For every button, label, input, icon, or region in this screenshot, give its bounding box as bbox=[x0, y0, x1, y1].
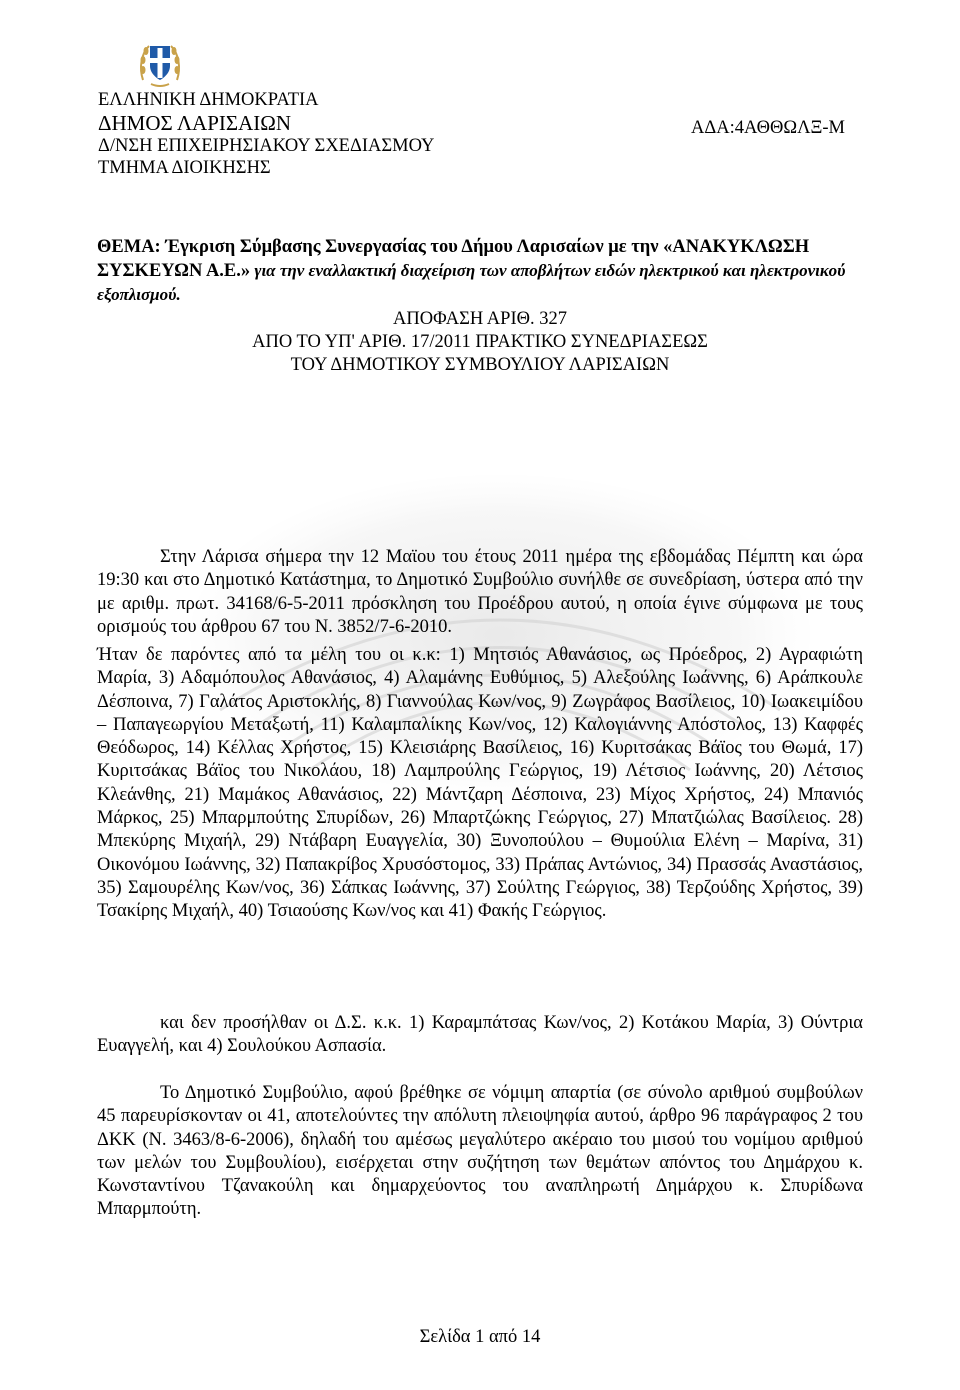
greek-emblem-icon bbox=[137, 40, 183, 88]
absent-members-paragraph: και δεν προσήλθαν οι Δ.Σ. κ.κ. 1) Καραμπάτσας Κων/νος, 2) Κοτάκου Μαρία, 3) Ούντρια Ευαγγελή, και 4) Σουλούκου Ασπασία. bbox=[97, 1013, 863, 1057]
meeting-paragraph: Στην Λάρισα σήμερα την 12 Μαϊου του έτους 2011 ημέρα της εβδομάδας Πέμπτη και ώρα 19:30 και στο Δημοτικό Κατάστημα, το Δημοτικό Συμβούλιο συνήλθε σε συνεδρίαση, ύστερα από την με αριθμ. πρωτ. 34168/6-5-2011 πρόσκληση του Προέδρου αυτού, η οποία έγινε σύμφωνα με τους ορισμούς του άρθρου 67 του Ν. 3852/7-6-2010. bbox=[97, 547, 863, 637]
header-municipality: ΔΗΜΟΣ ΛΑΡΙΣΑΙΩΝ bbox=[98, 111, 292, 135]
page-number: Σελίδα 1 από 14 bbox=[419, 1327, 541, 1347]
quorum-paragraph: Το Δημοτικό Συμβούλιο, αφού βρέθηκε σε νόμιμη απαρτία (σε σύνολο αριθμού συμβούλων 45 παρευρίσκονταν οι 41, αποτελούντες την απόλυτη πλειοψηφία αυτού, άρθρο 96 παράγραφος 2 του ΔΚΚ (Ν. 3463/8-6-2006), δηλαδή του αμέσως μεγαλύτερο ακέραιο του μισού του νομίμου αριθμού των μελών του Συμβουλίου), εισέρχεται στην συζήτηση των θεμάτων απόντος του Δημάρχου κ. Κωνσταντίνου Τζανακούλη και δημαρχεύοντος του αναπληρωτή Δημάρχου κ. Σπυρίδωνα Μπαρμπούτη. bbox=[97, 1083, 863, 1220]
minutes-title: ΑΠΟ ΤΟ ΥΠ' ΑΡΙΘ. 17/2011 ΠΡΑΚΤΙΚΟ ΣΥΝΕΔΡΙΑΣΕΩΣ bbox=[252, 332, 708, 352]
header-department: ΤΜΗΜΑ ΔΙΟΙΚΗΣΗΣ bbox=[98, 158, 271, 178]
subject-lead: ΘΕΜΑ: Έγκριση Σύμβασης Συνεργασίας του Δήμου Λαρισαίων με την «ΑΝΑΚΥΚΛΩΣΗ ΣΥΣΚΕΥΩΝ Α.Ε.» bbox=[97, 237, 810, 281]
subject bbox=[97, 236, 863, 307]
header-directorate: Δ/ΝΣΗ ΕΠΙΧΕΙΡΗΣΙΑΚΟΥ ΣΧΕΔΙΑΣΜΟΥ bbox=[98, 136, 435, 156]
council-title: ΤΟΥ ΔΗΜΟΤΙΚΟΥ ΣΥΜΒΟΥΛΙΟΥ ΛΑΡΙΣΑΙΩΝ bbox=[290, 355, 670, 375]
header-republic: ΕΛΛΗΝΙΚΗ ΔΗΜΟΚΡΑΤΙΑ bbox=[98, 90, 319, 110]
ada-code: ΑΔΑ:4ΑΘΘΩΛΞ-Μ bbox=[691, 118, 845, 138]
subject-rest: για την εναλλακτική διαχείριση των αποβλήτων ειδών ηλεκτρικού και ηλεκτρονικού εξοπλισμού. bbox=[97, 261, 846, 304]
decision-title: ΑΠΟΦΑΣΗ ΑΡΙΘ. 327 bbox=[393, 309, 567, 329]
issuer-header bbox=[98, 89, 434, 179]
present-members-paragraph: Ήταν δε παρόντες από τα μέλη του οι κ.κ: 1) Μητσιός Αθανάσιος, ως Πρόεδρος, 2) Αγραφιώτη Μαρία, 3) Αδαμόπουλος Αθανάσιος, 4) Αλαμάνης Ευθύμιος, 5) Αλεξούλης Ιωάννης, 6) Αράπκουλε Δέσποινα, 7) Γαλάτος Αριστοκλής, 8) Γιαννούλας Κων/νος, 9) Ζωγράφος Βασίλειος, 10) Ιωακειμίδου – Παπαγεωργίου Μεταξωτή, 11) Καλαμπαλίκης Κων/νος, 12) Καλογιάννης Απόστολος, 13) Καφφές Θεόδωρος, 14) Κέλλας Χρήστος, 15) Κλεισιάρης Βασίλειος, 16) Κυριτσάκας Βάϊος του Θωμά, 17) Κυριτσάκας Βάϊος του Νικολάου, 18) Λαμπρούλης Γεώργιος, 19) Λέτσιος Ιωάννης, 20) Λέτσιος Κλεάνθης, 21) Μαμάκος Αθανάσιος, 22) Μάντζαρη Δέσποινα, 23) Μίχος Χρήστος, 24) Μπανιός Μάρκος, 25) Μπαρμπούτης Σπυρίδων, 26) Μπαρτζώκης Γεώργιος, 27) Μπατζιώλας Βασίλειος. 28) Μπεκύρης Μιχαήλ, 29) Ντάβαρη Ευαγγελία, 30) Ξυνοπούλου – Θυμούλια Ελένη – Μαρίνα, 31) Οικονόμου Ιωάννης, 32) Παπακρίβος Χρυσόστομος, 33) Πράπας Αντώνιος, 34) Πρασσάς Αναστάσιος, 35) Σαμουρέλης Κων/νος, 36) Σάπκας Ιωάννης, 37) Σούλτης Γεώργιος, 38) Τερζούδης Χρήστος, 39) Τσακίρης Μιχαήλ, 40) Τσιαούσης Κων/νος και 41) Φακής Γεώργιος. bbox=[97, 645, 863, 922]
